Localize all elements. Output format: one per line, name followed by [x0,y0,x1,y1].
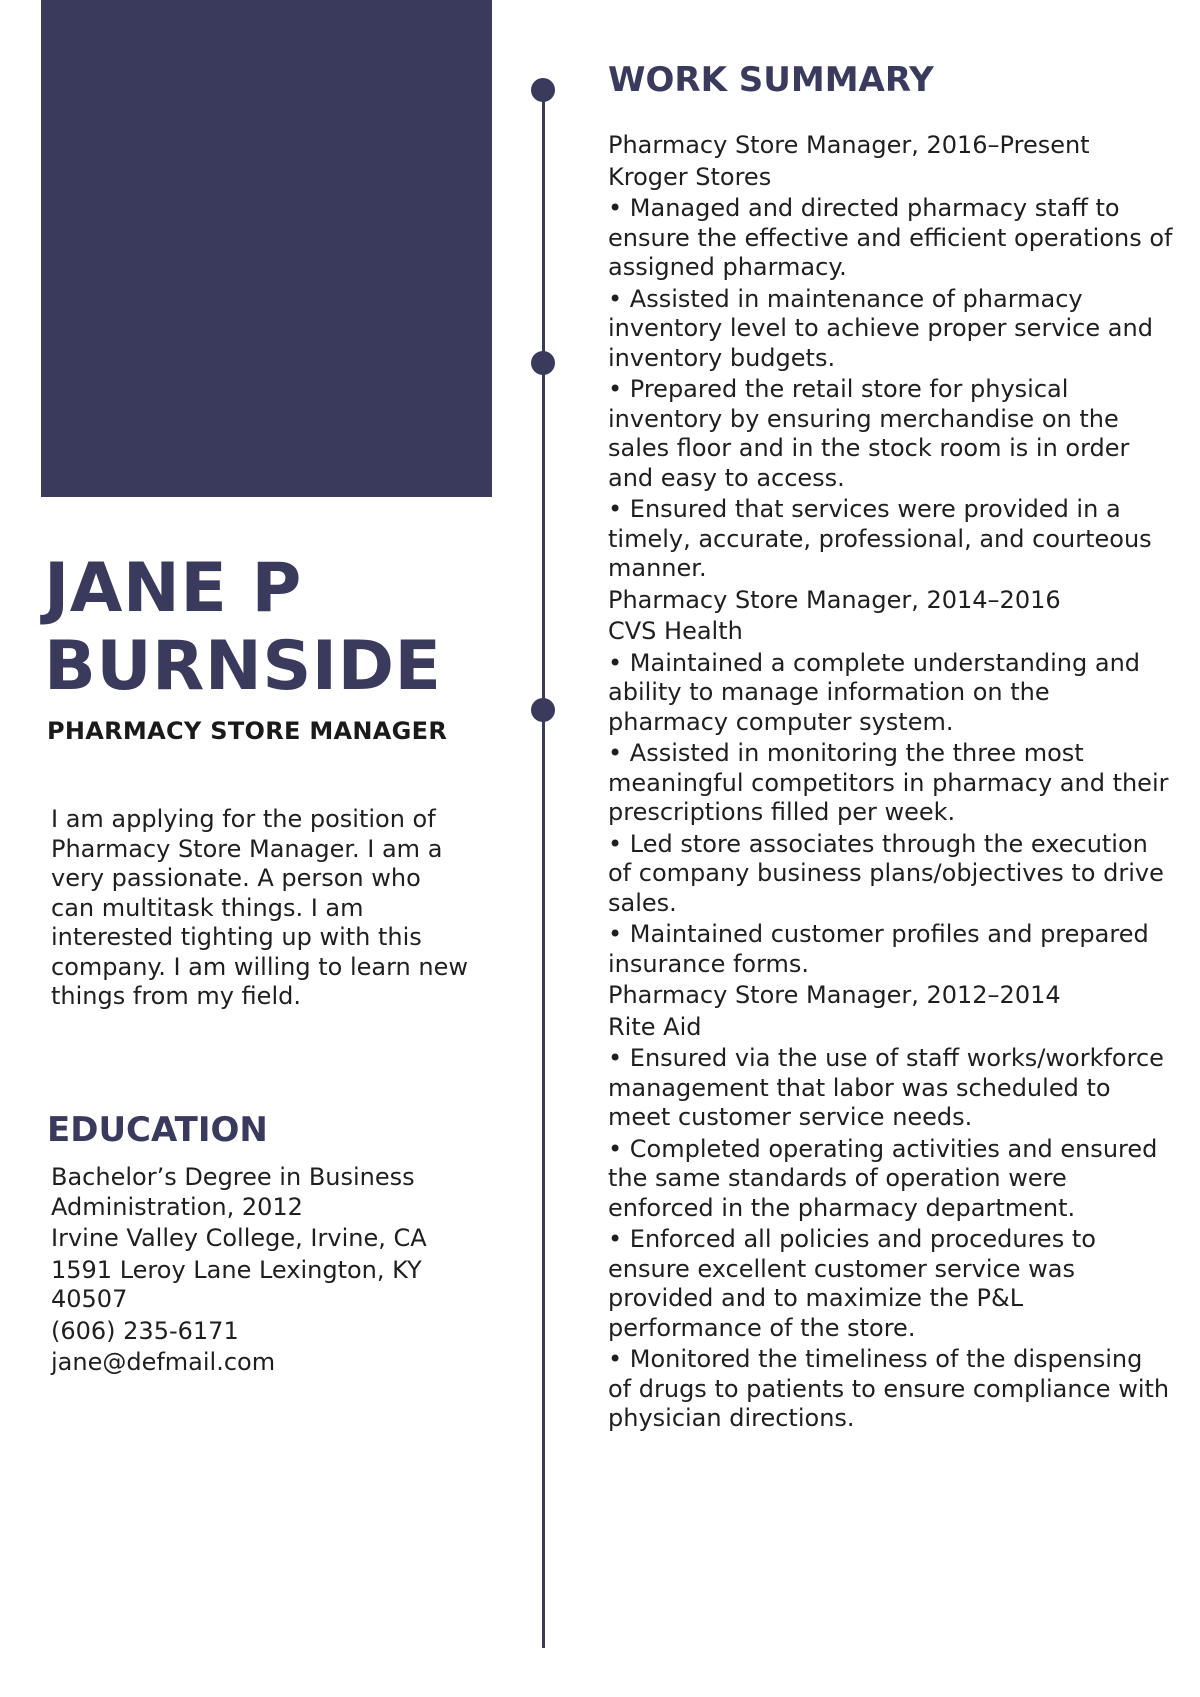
education-school: Irvine Valley College, Irvine, CA [51,1224,427,1252]
photo-placeholder-block [41,0,492,497]
job-company: CVS Health [608,617,743,645]
job-bullet: • Maintained customer profiles and prepared insurance forms. [608,920,1149,978]
job-company: Kroger Stores [608,162,772,191]
job-bullet: • Enforced all policies and procedures to ensure excellent customer service was provided and to maximize the P&L performance of the store. [608,1225,1096,1342]
job-title: Pharmacy Store Manager, 2016–Present [608,131,1090,159]
work-summary-heading: WORK SUMMARY [608,60,934,100]
job-company: Rite Aid [608,1012,702,1041]
job-bullet: • Completed operating activities and ensured the same standards of operation were enforced in the pharmacy department. [608,1134,1158,1222]
profile-summary: I am applying for the position of Pharmacy Store Manager. I am a very passionate. A person who can multitask things. I am interested tighting up with this company. I am willing to learn new things from my field. [51,805,468,1010]
job-bullet: • Prepared the retail store for physical inventory by ensuring merchandise on the sales floor and in the stock room is in order and easy to access. [608,375,1130,492]
job-bullet: • Monitored the timeliness of the dispensing of drugs to patients to ensure compliance with physician directions. [608,1345,1170,1432]
contact-phone: (606) 235-6171 [51,1316,239,1345]
contact-email: jane@defmail.com [51,1348,276,1376]
timeline-dot [531,698,555,722]
candidate-name: JANE P BURNSIDE [44,549,442,706]
job-bullet: • Ensured via the use of staff works/workforce management that labor was scheduled to meet customer service needs. [608,1044,1164,1131]
contact-address: 1591 Leroy Lane Lexington, KY 40507 [51,1255,422,1313]
education-heading: EDUCATION [47,1110,268,1150]
job-bullet: • Maintained a complete understanding and ability to manage information on the pharmacy computer system. [608,648,1141,736]
timeline-dot [531,78,555,102]
education-list [51,1163,481,1380]
job-bullet: • Assisted in monitoring the three most meaningful competitors in pharmacy and their prescriptions filled per week. [608,739,1169,826]
work-summary-content [608,131,1173,1436]
job-title: Pharmacy Store Manager, 2014–2016 [608,585,1061,614]
education-degree: Bachelor’s Degree in Business Administration, 2012 [51,1163,415,1221]
candidate-job-title: PHARMACY STORE MANAGER [47,717,448,745]
job-bullet: • Led store associates through the execution of company business plans/objectives to drive sales. [608,829,1164,917]
timeline-dot [531,351,555,375]
timeline-line [542,88,545,1648]
job-bullet: • Assisted in maintenance of pharmacy inventory level to achieve proper service and inventory budgets. [608,284,1153,372]
job-bullet: • Ensured that services were provided in a timely, accurate, professional, and courteous manner. [608,495,1152,582]
job-title: Pharmacy Store Manager, 2012–2014 [608,981,1061,1009]
job-bullet: • Managed and directed pharmacy staff to ensure the effective and efficient operations of assigned pharmacy. [608,194,1173,281]
